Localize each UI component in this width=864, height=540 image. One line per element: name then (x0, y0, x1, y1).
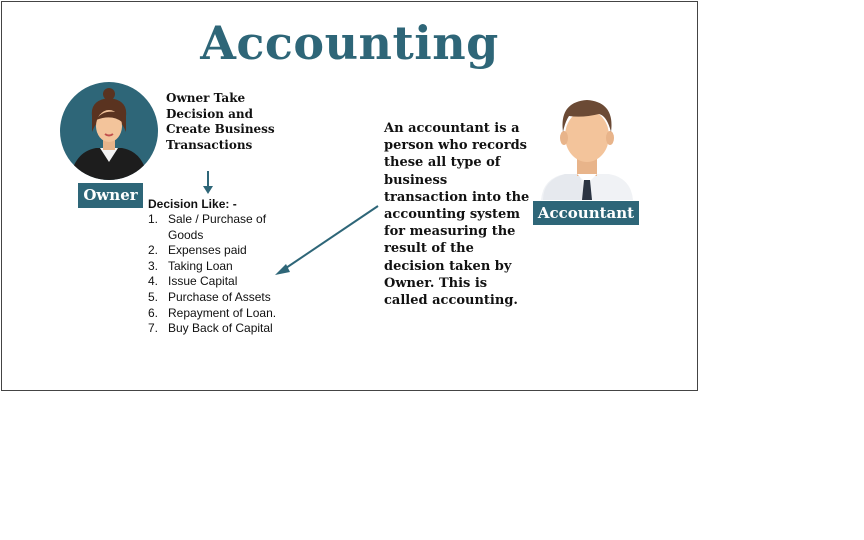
list-item: 1. Sale / Purchase of Goods (148, 212, 267, 242)
accountant-label: Accountant (533, 201, 639, 225)
list-item: 3. Taking Loan (148, 258, 233, 273)
down-arrow-icon (200, 171, 216, 195)
slide (1, 1, 698, 391)
decision-heading: Decision Like: - (148, 197, 237, 211)
list-item: 2. Expenses paid (148, 243, 247, 258)
accountant-avatar-icon (539, 94, 635, 200)
decision-list (148, 212, 283, 337)
owner-avatar-icon (60, 82, 158, 180)
owner-label: Owner (78, 183, 143, 208)
page-title: Accounting (200, 16, 499, 70)
owner-caption: Owner Take Decision and Create Business Transactions (166, 91, 275, 152)
list-item: 6. Repayment of Loan. (148, 305, 277, 320)
accountant-description: An accountant is a person who records these all type of business transaction into the accounting system for measuring the result of the decision taken by Owner. This is called accounting. (384, 121, 530, 309)
list-item: 4. Issue Capital (148, 274, 238, 289)
list-item: 5. Purchase of Assets (148, 289, 271, 304)
list-item: 7. Buy Back of Capital (148, 321, 273, 336)
